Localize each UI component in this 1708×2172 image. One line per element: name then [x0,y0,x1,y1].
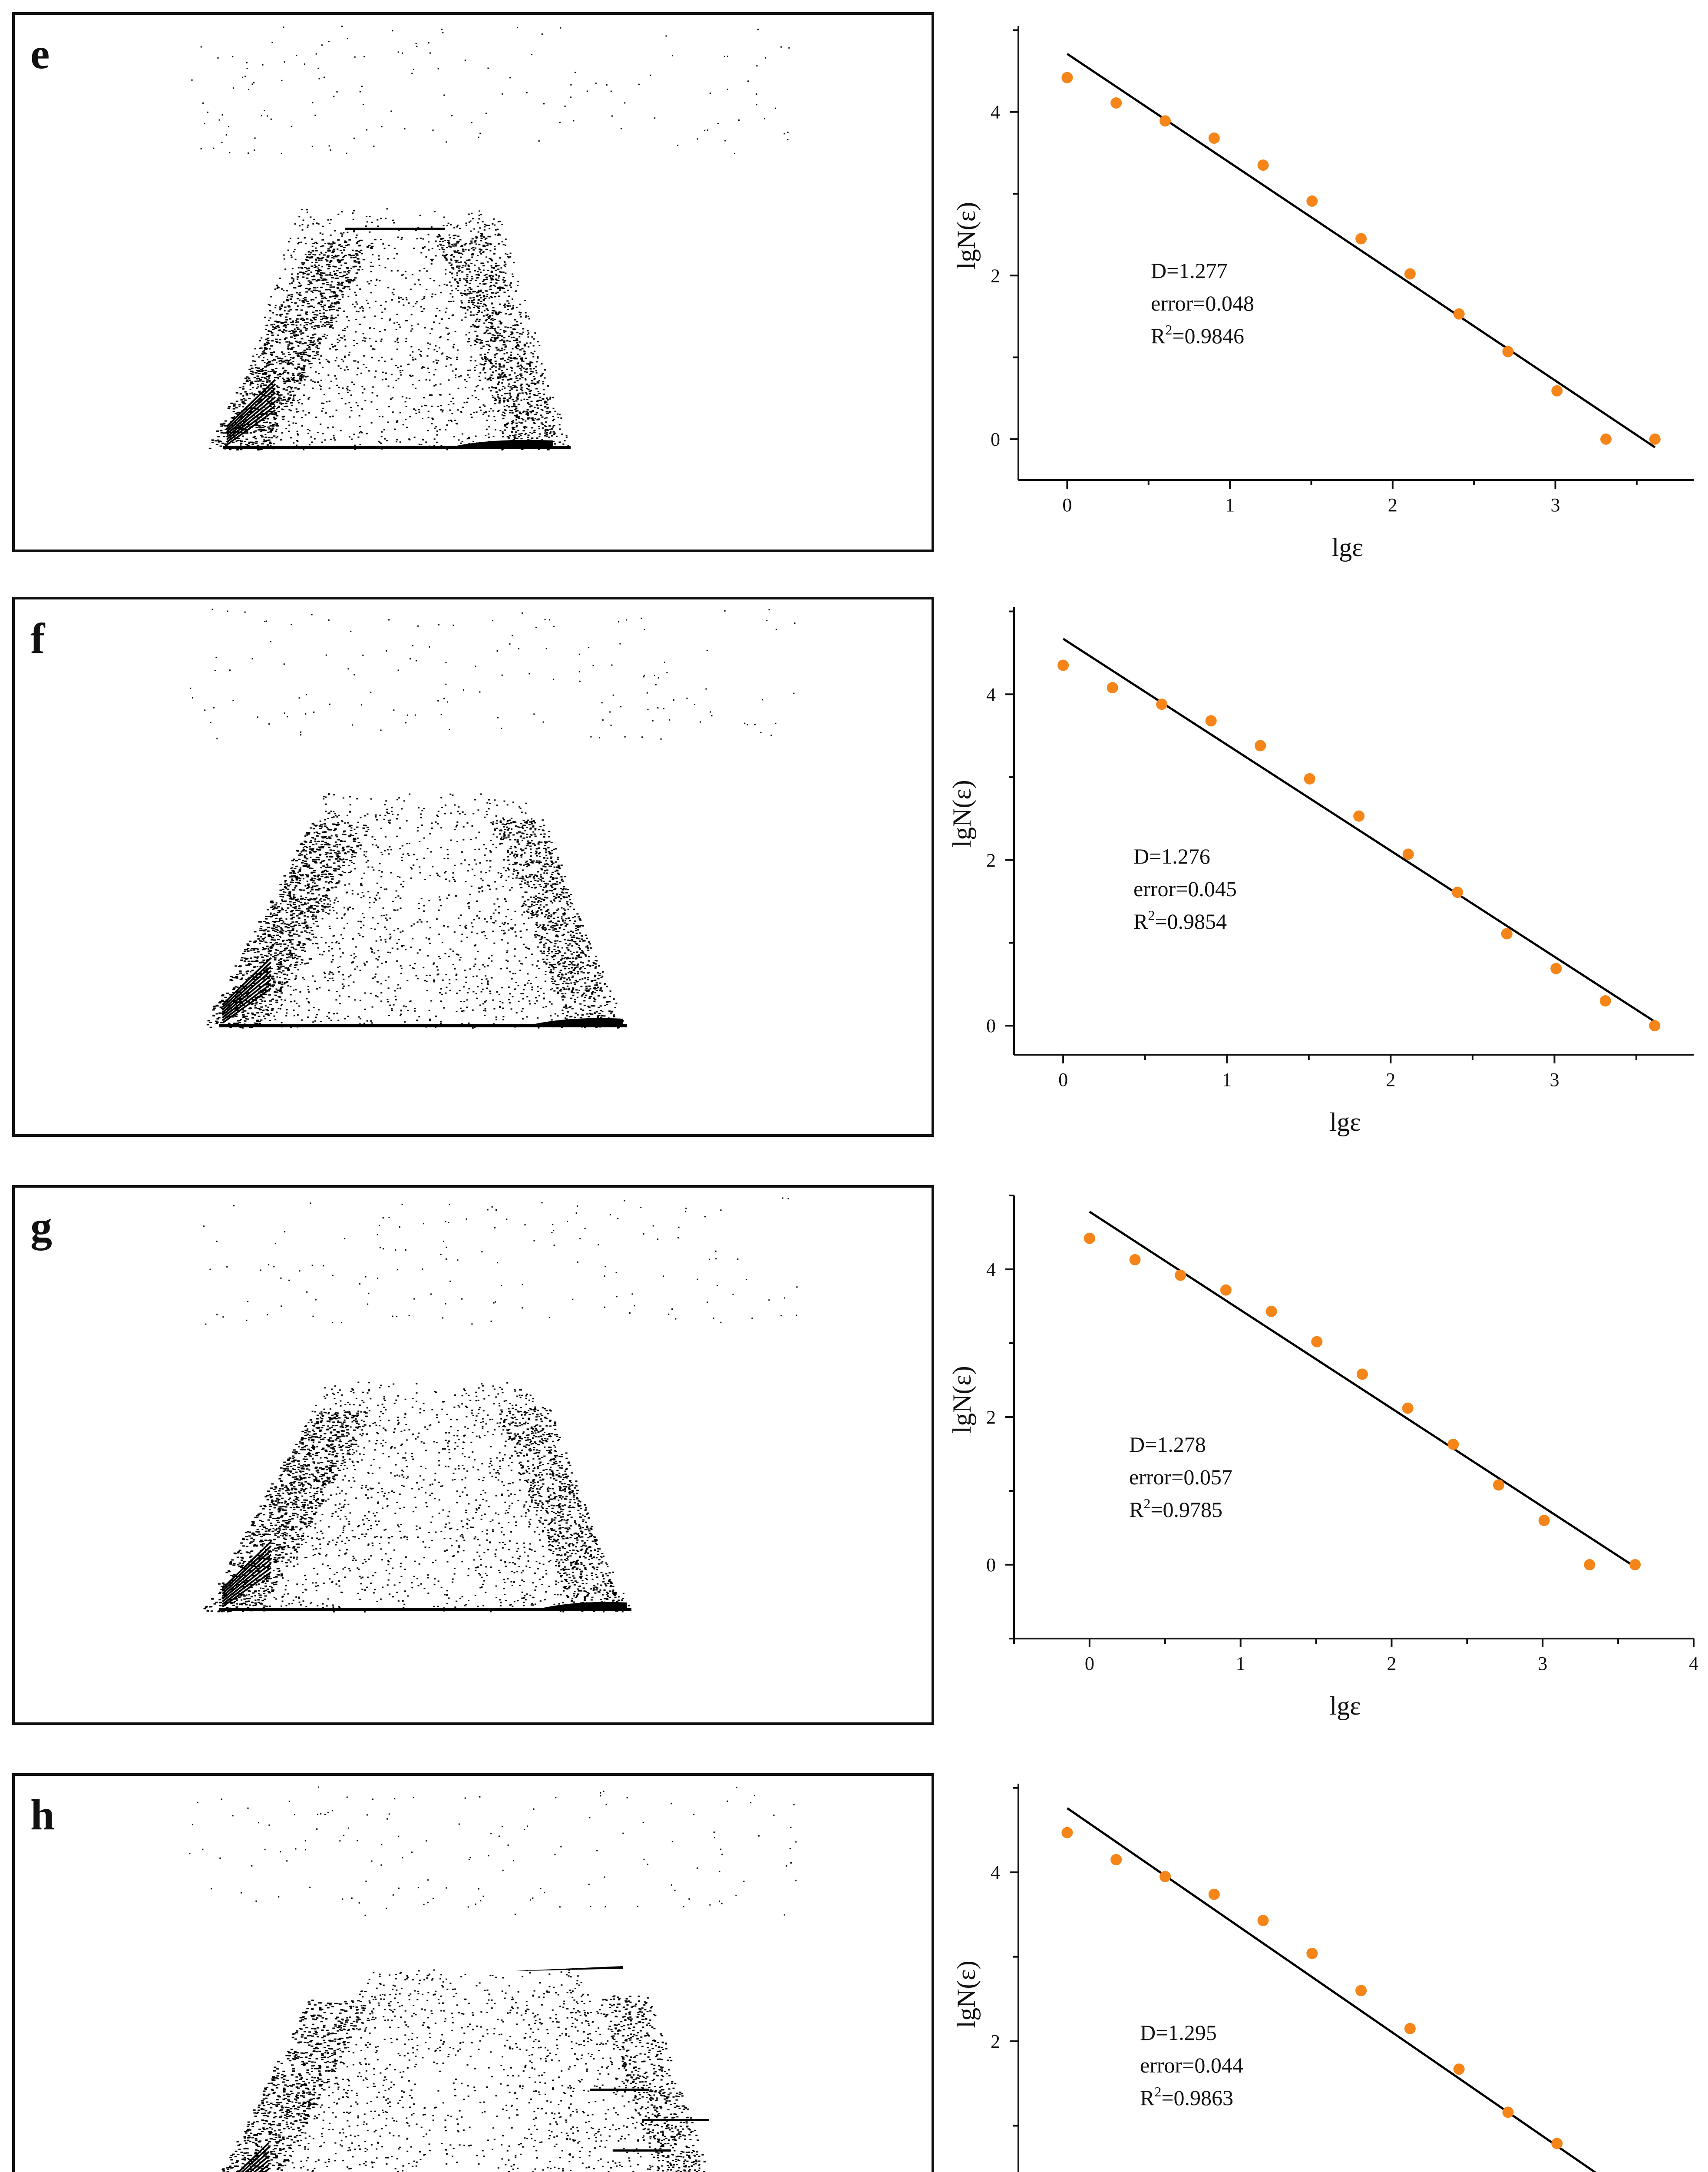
data-point [1266,1306,1277,1317]
data-point [1584,1559,1595,1570]
data-point [1502,346,1513,357]
data-point [1160,1871,1171,1882]
crack-dots [190,609,795,1029]
data-point [1110,97,1122,109]
data-point [1061,1827,1073,1838]
data-point [1551,2138,1563,2149]
x-axis-label: lgε [1329,1692,1361,1720]
data-point [1306,195,1318,207]
y-tick-label: 0 [986,1554,996,1576]
crack-dots [192,26,790,450]
error-label: error=0.044 [1140,2053,1243,2077]
error-label: error=0.045 [1133,877,1237,901]
y-axis-label: lgN(ε) [948,780,976,848]
crack-pattern-image [15,15,932,550]
data-point [1209,1889,1220,1900]
x-tick-label: 3 [1549,1069,1559,1090]
fractal-plot-h [947,1771,1702,2172]
panel-letter: g [30,1202,52,1251]
data-point [1107,682,1118,693]
panel-letter: e [30,30,50,78]
data-point [1539,1515,1550,1526]
y-tick-label: 0 [986,1015,996,1037]
crack-dots [189,1787,797,2172]
data-point [1600,434,1612,445]
r-squared-label: $R^2=0.9863$ [1140,2084,1234,2110]
data-point [1402,1403,1414,1414]
data-point [1452,887,1463,898]
crack-dots [203,1198,798,1613]
data-point [1304,773,1315,785]
data-point [1649,434,1661,445]
panel-letter: h [30,1791,55,1839]
y-tick-label: 4 [986,1259,996,1280]
data-point [1057,660,1069,671]
data-point [1447,1439,1459,1450]
data-point [1311,1336,1322,1348]
data-point [1404,2023,1416,2034]
y-tick-label: 2 [991,2031,1000,2053]
error-label: error=0.057 [1129,1465,1232,1489]
data-point [1353,811,1364,822]
data-point [1255,740,1266,752]
data-point [1355,1985,1367,1996]
y-tick-label: 0 [991,428,1000,450]
y-axis-label: lgN(ε) [952,202,981,270]
fractal-dimension-label: D=1.276 [1133,844,1210,868]
data-point [1306,1948,1318,1959]
error-label: error=0.048 [1151,291,1254,315]
x-tick-label: 3 [1538,1653,1548,1674]
data-point [1454,2063,1465,2075]
y-axis-label: lgN(ε) [948,1366,976,1434]
data-point [1357,1368,1368,1380]
fractal-dimension-label: D=1.277 [1151,258,1228,283]
x-tick-label: 2 [1386,1069,1396,1090]
panel-letter: f [30,614,45,662]
x-tick-label: 1 [1225,494,1235,516]
data-point [1600,995,1611,1007]
data-point [1550,963,1562,974]
crack-pattern-image [15,1188,932,1722]
data-point [1404,268,1416,280]
x-tick-label: 0 [1084,1653,1094,1674]
x-axis-label: lgε [1331,533,1363,562]
y-tick-label: 4 [991,1862,1000,1884]
y-tick-label: 4 [991,101,1000,123]
y-tick-label: 2 [991,265,1000,287]
crack-pattern-image [15,1776,932,2172]
y-tick-label: 4 [986,684,996,705]
data-point [1493,1479,1504,1490]
data-point [1206,715,1217,726]
y-tick-label: 2 [986,1407,996,1428]
r-squared-label: $R^2=0.9854$ [1133,907,1227,934]
fractal-dimension-label: D=1.278 [1129,1432,1206,1457]
data-point [1629,1559,1641,1570]
x-tick-label: 4 [1689,1653,1698,1674]
crack-image-panel-h [12,1773,934,2172]
data-point [1551,385,1563,397]
x-tick-label: 1 [1236,1653,1245,1674]
x-tick-label: 1 [1222,1069,1232,1090]
data-point [1355,233,1367,245]
fit-line [1063,639,1655,1021]
data-point [1403,848,1414,860]
crack-image-panel-e [12,12,934,552]
fractal-plot-e [947,9,1702,569]
data-point [1209,132,1220,144]
fractal-plot-f [947,594,1702,1155]
data-point [1130,1254,1141,1265]
data-point [1110,1854,1122,1865]
data-point [1084,1233,1095,1244]
crack-image-panel-g [12,1185,934,1725]
data-point [1502,2106,1513,2118]
data-point [1061,72,1073,83]
x-tick-label: 0 [1058,1069,1068,1090]
r-squared-label: $R^2=0.9785$ [1129,1496,1223,1522]
data-point [1175,1270,1186,1281]
data-point [1501,928,1513,940]
data-point [1649,1020,1660,1031]
x-axis-label: lgε [1329,1108,1361,1136]
data-point [1258,1915,1269,1926]
data-point [1258,159,1269,171]
crack-pattern-image [15,599,932,1134]
data-point [1156,699,1167,710]
fit-line [1067,54,1655,447]
y-axis-label: lgN(ε) [952,1960,981,2028]
y-tick-label: 2 [986,849,996,871]
x-tick-label: 0 [1062,494,1072,516]
x-tick-label: 2 [1387,1653,1397,1674]
fractal-plot-g [947,1182,1702,1743]
data-point [1160,115,1171,126]
crack-image-panel-f [12,597,934,1137]
data-point [1220,1285,1232,1296]
r-squared-label: $R^2=0.9846$ [1151,322,1245,348]
x-tick-label: 3 [1550,494,1560,516]
fractal-dimension-label: D=1.295 [1140,2020,1217,2045]
x-tick-label: 2 [1388,494,1397,516]
data-point [1454,308,1465,320]
